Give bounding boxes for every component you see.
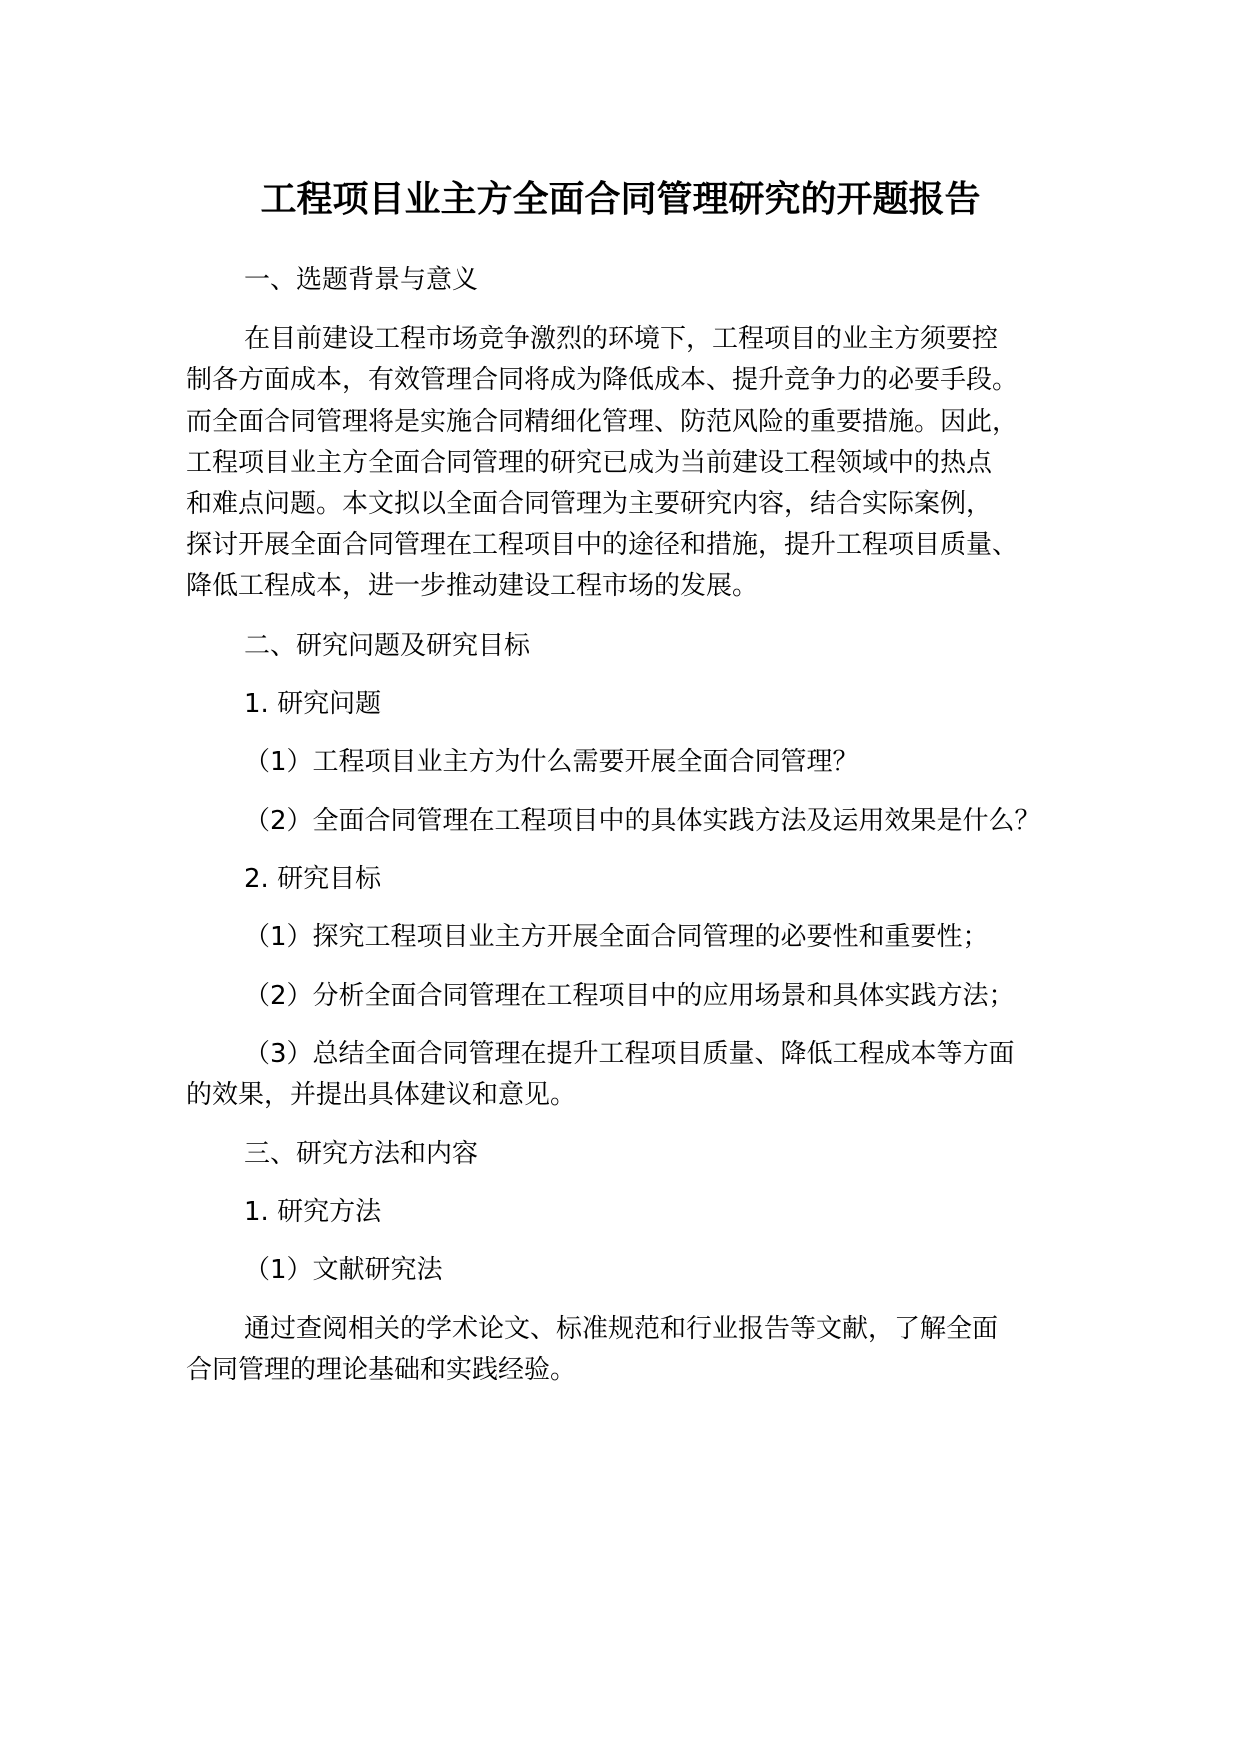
- list-item: （1）探究工程项目业主方开展全面合同管理的必要性和重要性；: [244, 922, 989, 952]
- paragraph-line: 而全面合同管理将是实施合同精细化管理、防范风险的重要措施。因此，: [186, 407, 1019, 437]
- subsection-heading: 1. 研究问题: [244, 689, 382, 719]
- section-heading-1: 一、选题背景与意义: [244, 265, 479, 295]
- list-item: （3）总结全面合同管理在提升工程项目质量、降低工程成本等方面: [244, 1039, 1015, 1069]
- paragraph-line: 降低工程成本，进一步推动建设工程市场的发展。: [186, 571, 759, 601]
- list-item: （2）分析全面合同管理在工程项目中的应用场景和具体实践方法；: [244, 981, 1015, 1011]
- subsection-heading: 1. 研究方法: [244, 1197, 382, 1227]
- paragraph-line: 探讨开展全面合同管理在工程项目中的途径和措施，提升工程项目质量、: [186, 530, 1019, 560]
- paragraph-line: 通过查阅相关的学术论文、标准规范和行业报告等文献，了解全面: [244, 1314, 999, 1344]
- subsection-heading: 2. 研究目标: [244, 864, 382, 894]
- section-heading-3: 三、研究方法和内容: [244, 1139, 479, 1169]
- section-heading-2: 二、研究问题及研究目标: [244, 631, 531, 661]
- list-item: 的效果，并提出具体建议和意见。: [186, 1080, 577, 1110]
- paragraph-line: 合同管理的理论基础和实践经验。: [186, 1355, 577, 1385]
- list-item: （1）文献研究法: [244, 1255, 443, 1285]
- list-item: （1）工程项目业主方为什么需要开展全面合同管理？: [244, 747, 859, 777]
- paragraph-line: 制各方面成本，有效管理合同将成为降低成本、提升竞争力的必要手段。: [186, 365, 1019, 395]
- document-title: 工程项目业主方全面合同管理研究的开题报告: [260, 179, 981, 220]
- list-item: （2）全面合同管理在工程项目中的具体实践方法及运用效果是什么？: [244, 806, 1041, 836]
- paragraph-line: 工程项目业主方全面合同管理的研究已成为当前建设工程领域中的热点: [186, 448, 993, 478]
- paragraph-line: 和难点问题。本文拟以全面合同管理为主要研究内容，结合实际案例，: [186, 489, 993, 519]
- paragraph-line: 在目前建设工程市场竞争激烈的环境下，工程项目的业主方须要控: [244, 324, 999, 354]
